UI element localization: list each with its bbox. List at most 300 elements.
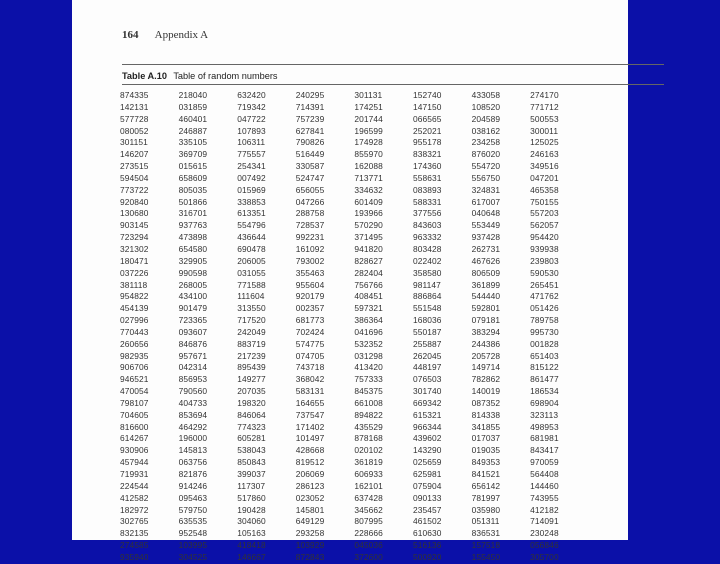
table-cell: 901479 — [178, 303, 208, 314]
table-cell: 658609 — [178, 172, 208, 183]
table-cell: 876020 — [471, 149, 501, 160]
table-row — [120, 528, 590, 540]
table-cell: 661008 — [354, 397, 383, 408]
table-cell: 076503 — [412, 374, 442, 385]
table-cell: 723365 — [178, 315, 208, 326]
table-cell: 080052 — [120, 125, 149, 136]
table-row — [120, 386, 590, 398]
table-cell: 142131 — [120, 101, 149, 112]
table-row — [120, 208, 590, 220]
table-cell: 473898 — [178, 232, 208, 243]
table-cell: 157518 — [471, 540, 501, 551]
table-cell: 558631 — [412, 172, 442, 183]
table-cell: 656055 — [295, 184, 325, 195]
table-cell: 920840 — [120, 196, 149, 207]
table-cell: 757333 — [354, 374, 383, 385]
table-cell: 045036 — [354, 540, 383, 551]
table-cell: 594504 — [120, 172, 149, 183]
table-cell: 408451 — [354, 291, 383, 302]
table-row — [120, 102, 590, 114]
table-cell: 330587 — [295, 161, 325, 172]
table-cell: 654580 — [178, 243, 208, 254]
table-row — [120, 339, 590, 351]
table-cell: 171402 — [295, 421, 325, 432]
table-cell: 448197 — [412, 362, 442, 373]
table-cell: 714091 — [530, 516, 559, 527]
table-cell: 042314 — [178, 362, 208, 373]
table-cell: 149277 — [237, 374, 266, 385]
table-cell: 577728 — [120, 113, 149, 124]
table-cell: 556750 — [471, 172, 501, 183]
table-cell: 649129 — [295, 516, 325, 527]
table-cell: 025659 — [412, 457, 442, 468]
table-cell: 550187 — [412, 326, 442, 337]
table-cell: 617007 — [471, 196, 501, 207]
table-cell: 874335 — [120, 90, 149, 100]
table-cell: 368042 — [295, 374, 325, 385]
table-cell: 757239 — [295, 113, 325, 124]
table-cell: 954420 — [530, 232, 559, 243]
table-cell: 335105 — [178, 137, 208, 148]
table-cell: 613351 — [237, 208, 266, 219]
table-row — [120, 469, 590, 481]
table-cell: 773722 — [120, 184, 149, 195]
table-cell: 500920 — [412, 551, 442, 562]
table-cell: 723294 — [120, 232, 149, 243]
table-cell: 022402 — [412, 255, 442, 266]
table-cell: 856953 — [178, 374, 208, 385]
table-cell: 615321 — [412, 409, 442, 420]
table-cell: 719931 — [120, 469, 149, 479]
table-row — [120, 552, 590, 564]
table-cell: 262045 — [412, 350, 442, 361]
table-row — [120, 374, 590, 386]
table-row — [120, 351, 590, 363]
table-cell: 047266 — [295, 196, 325, 207]
table-cell: 040648 — [471, 208, 501, 219]
table-cell: 439602 — [412, 433, 442, 444]
table-cell: 404733 — [178, 397, 208, 408]
table-cell: 946521 — [120, 374, 149, 385]
table-cell: 386364 — [354, 315, 383, 326]
table-title: Table of random numbers — [173, 71, 278, 81]
table-cell: 941820 — [354, 243, 383, 254]
table-cell: 041696 — [354, 326, 383, 337]
table-cell: 954822 — [120, 291, 149, 302]
table-cell: 516449 — [295, 149, 325, 160]
table-cell: 083893 — [412, 184, 442, 195]
table-cell: 815122 — [530, 362, 559, 373]
table-cell: 240295 — [295, 90, 325, 100]
table-cell: 358580 — [412, 267, 442, 278]
table-cell: 554720 — [471, 161, 501, 172]
table-cell: 301740 — [412, 386, 442, 397]
table-cell: 990598 — [178, 267, 208, 278]
table-cell: 301131 — [354, 90, 383, 100]
table-cell: 015969 — [237, 184, 266, 195]
table-cell: 627841 — [295, 125, 325, 136]
table-cell: 930906 — [120, 445, 149, 456]
table-cell: 590530 — [530, 267, 559, 278]
table-cell: 614267 — [120, 433, 149, 444]
table-cell: 704605 — [120, 409, 149, 420]
table-cell: 570290 — [354, 220, 383, 231]
table-cell: 610630 — [412, 528, 442, 539]
table-cell: 023052 — [295, 492, 325, 503]
table-cell: 180471 — [120, 255, 149, 266]
table-row — [120, 232, 590, 244]
table-cell: 174251 — [354, 101, 383, 112]
table-cell: 428668 — [295, 445, 325, 456]
table-cell: 051426 — [530, 303, 559, 314]
table-cell: 883719 — [237, 338, 266, 349]
table-cell: 341855 — [471, 421, 501, 432]
table-cell: 853694 — [178, 409, 208, 420]
table-cell: 557203 — [530, 208, 559, 219]
table-cell: 433058 — [471, 90, 501, 100]
table-cell: 302765 — [120, 516, 149, 527]
table-cell: 592801 — [471, 303, 501, 314]
table-cell: 031055 — [237, 267, 266, 278]
table-cell: 743718 — [295, 362, 325, 373]
table-cell: 803428 — [412, 243, 442, 254]
table-cell: 498953 — [530, 421, 559, 432]
table-row — [120, 149, 590, 161]
table-cell: 690478 — [237, 243, 266, 254]
table-cell: 966344 — [412, 421, 442, 432]
table-cell: 819512 — [295, 457, 325, 468]
table-cell: 288758 — [295, 208, 325, 219]
table-cell: 798107 — [120, 397, 149, 408]
table-cell: 186534 — [530, 386, 559, 397]
table-cell: 105163 — [237, 528, 266, 539]
table-cell: 583131 — [295, 386, 325, 397]
table-cell: 995730 — [530, 326, 559, 337]
table-cell: 252021 — [412, 125, 442, 136]
table-cell: 246887 — [178, 125, 208, 136]
appendix-page — [72, 0, 628, 562]
table-cell: 321302 — [120, 243, 149, 254]
table-cell: 625981 — [412, 469, 442, 479]
table-cell: 588331 — [412, 196, 442, 207]
table-cell: 781997 — [471, 492, 501, 503]
table-cell: 517860 — [237, 492, 266, 503]
table-cell: 079181 — [471, 315, 501, 326]
table-cell: 737547 — [295, 409, 325, 420]
table-cell: 305700 — [530, 551, 559, 562]
table-cell: 681981 — [530, 433, 559, 444]
table-cell: 632420 — [237, 90, 266, 100]
table-row — [120, 422, 590, 434]
table-cell: 471762 — [530, 291, 559, 302]
table-row — [120, 457, 590, 469]
table-cell: 651403 — [530, 350, 559, 361]
table-cell: 224544 — [120, 480, 149, 491]
table-cell: 816600 — [120, 421, 149, 432]
table-cell: 562057 — [530, 220, 559, 231]
table-row — [120, 433, 590, 445]
table-cell: 774323 — [237, 421, 266, 432]
table-cell: 108520 — [471, 101, 501, 112]
table-cell: 345662 — [354, 504, 383, 515]
table-cell: 606933 — [354, 469, 383, 479]
page-header — [122, 29, 208, 41]
table-cell: 771712 — [530, 101, 559, 112]
table-cell: 254341 — [237, 161, 266, 172]
table-cell: 228666 — [354, 528, 383, 539]
table-cell: 814338 — [471, 409, 501, 420]
table-cell: 074705 — [295, 350, 325, 361]
table-row — [120, 90, 590, 102]
table-cell: 850843 — [237, 457, 266, 468]
table-cell: 101497 — [295, 433, 325, 444]
table-cell: 255887 — [412, 338, 442, 349]
table-cell: 162101 — [354, 480, 383, 491]
table-cell: 637428 — [354, 492, 383, 503]
table-cell: 756766 — [354, 279, 383, 290]
table-cell: 418418 — [237, 540, 266, 551]
table-cell: 970059 — [530, 457, 559, 468]
table-cell: 465358 — [530, 184, 559, 195]
table-cell: 743955 — [530, 492, 559, 503]
table-cell: 435529 — [354, 421, 383, 432]
table-cell: 140019 — [471, 386, 501, 397]
table-cell: 855970 — [354, 149, 383, 160]
table-row — [120, 244, 590, 256]
table-cell: 957671 — [178, 350, 208, 361]
table-cell: 218040 — [178, 90, 208, 100]
table-cell: 152740 — [412, 90, 442, 100]
table-cell: 056846 — [530, 540, 559, 551]
table-row — [120, 540, 590, 552]
table-cell: 182972 — [120, 504, 149, 515]
table-cell: 461502 — [412, 516, 442, 527]
table-cell: 903145 — [120, 220, 149, 231]
table-cell: 836531 — [471, 528, 501, 539]
table-cell: 939938 — [530, 243, 559, 254]
table-cell: 501866 — [178, 196, 208, 207]
section-title: Appendix A — [154, 29, 209, 41]
table-cell: 846064 — [237, 409, 266, 420]
table-cell: 273515 — [120, 161, 149, 172]
table-cell: 355463 — [295, 267, 325, 278]
table-cell: 316701 — [178, 208, 208, 219]
table-row — [120, 445, 590, 457]
page-number: 164 — [122, 29, 139, 41]
table-cell: 361899 — [471, 279, 501, 290]
table-cell: 007492 — [237, 172, 266, 183]
table-cell: 201744 — [354, 113, 383, 124]
table-cell: 828627 — [354, 255, 383, 266]
table-cell: 198320 — [237, 397, 266, 408]
table-cell: 244386 — [471, 338, 501, 349]
table-cell: 349516 — [530, 161, 559, 172]
table-row — [120, 220, 590, 232]
table-cell: 464292 — [178, 421, 208, 432]
table-cell: 920179 — [295, 291, 325, 302]
table-cell: 551548 — [412, 303, 442, 314]
table-cell: 075904 — [412, 480, 442, 491]
table-cell: 268005 — [178, 279, 208, 290]
table-cell: 457944 — [120, 457, 149, 468]
table-cell: 524747 — [295, 172, 325, 183]
table-cell: 174360 — [412, 161, 442, 172]
table-row — [120, 303, 590, 315]
table-cell: 260656 — [120, 338, 149, 349]
table-cell: 239803 — [530, 255, 559, 266]
table-cell: 001828 — [530, 338, 559, 349]
table-cell: 982935 — [120, 350, 149, 361]
table-cell: 383294 — [471, 326, 501, 337]
table-cell: 849353 — [471, 457, 501, 468]
table-cell: 843417 — [530, 445, 559, 456]
table-cell: 117307 — [237, 480, 266, 491]
table-cell: 952548 — [178, 528, 208, 539]
table-row — [120, 185, 590, 197]
table-cell: 103929 — [295, 540, 325, 551]
table-cell: 019035 — [471, 445, 501, 456]
table-cell: 234258 — [471, 137, 501, 148]
table-cell: 143290 — [412, 445, 442, 456]
table-cell: 286123 — [295, 480, 325, 491]
table-cell: 031298 — [354, 350, 383, 361]
table-cell: 329905 — [178, 255, 208, 266]
table-cell: 095463 — [178, 492, 208, 503]
table-cell: 436644 — [237, 232, 266, 243]
table-cell: 149714 — [471, 362, 501, 373]
table-row — [120, 516, 590, 528]
table-cell: 196599 — [354, 125, 383, 136]
table-cell: 635535 — [178, 516, 208, 527]
table-cell: 717520 — [237, 315, 266, 326]
table-cell: 963332 — [412, 232, 442, 243]
table-cell: 174928 — [354, 137, 383, 148]
table-cell: 789758 — [530, 315, 559, 326]
caption-top-rule — [122, 64, 664, 65]
table-cell: 161092 — [295, 243, 325, 254]
table-cell: 155450 — [471, 551, 501, 562]
table-cell: 235457 — [412, 504, 442, 515]
table-cell: 204589 — [471, 113, 501, 124]
table-cell: 106311 — [237, 137, 266, 148]
table-cell: 516136 — [412, 540, 442, 551]
table-cell: 313550 — [237, 303, 266, 314]
table-cell: 713771 — [354, 172, 383, 183]
table-cell: 103995 — [178, 540, 208, 551]
table-cell: 146207 — [120, 149, 149, 160]
table-cell: 205728 — [471, 350, 501, 361]
table-cell: 087352 — [471, 397, 501, 408]
table-row — [120, 493, 590, 505]
table-cell: 554796 — [237, 220, 266, 231]
table-row — [120, 398, 590, 410]
table-cell: 274170 — [530, 90, 559, 100]
table-cell: 047201 — [530, 172, 559, 183]
table-cell: 063756 — [178, 457, 208, 468]
table-cell: 412582 — [120, 492, 149, 503]
table-cell: 193966 — [354, 208, 383, 219]
table-cell: 164655 — [295, 397, 325, 408]
table-cell: 031859 — [178, 101, 208, 112]
table-cell: 361819 — [354, 457, 383, 468]
table-cell: 832135 — [120, 528, 149, 539]
table-cell: 324831 — [471, 184, 501, 195]
table-cell: 895439 — [237, 362, 266, 373]
table-cell: 300011 — [530, 125, 559, 136]
table-cell: 806509 — [471, 267, 501, 278]
table-cell: 434100 — [178, 291, 208, 302]
table-row — [120, 280, 590, 292]
table-cell: 093607 — [178, 326, 208, 337]
table-cell: 544440 — [471, 291, 501, 302]
table-cell: 714391 — [295, 101, 325, 112]
table-row — [120, 362, 590, 374]
table-cell: 728537 — [295, 220, 325, 231]
table-cell: 821876 — [178, 469, 208, 479]
table-cell: 770443 — [120, 326, 149, 337]
table-cell: 111604 — [237, 291, 265, 302]
table-cell: 304525 — [178, 551, 208, 562]
table-cell: 838321 — [412, 149, 442, 160]
table-cell: 538043 — [237, 445, 266, 456]
table-cell: 698904 — [530, 397, 559, 408]
table-cell: 906706 — [120, 362, 149, 373]
table-cell: 500553 — [530, 113, 559, 124]
table-cell: 460401 — [178, 113, 208, 124]
table-cell: 790560 — [178, 386, 208, 397]
table-cell: 807995 — [354, 516, 383, 527]
table-cell: 454139 — [120, 303, 149, 314]
table-cell: 955178 — [412, 137, 442, 148]
table-cell: 274585 — [120, 540, 149, 551]
table-cell: 775557 — [237, 149, 266, 160]
table-cell: 035980 — [471, 504, 501, 515]
table-cell: 846876 — [178, 338, 208, 349]
table-cell: 047722 — [237, 113, 266, 124]
table-row — [120, 327, 590, 339]
table-cell: 843603 — [412, 220, 442, 231]
table-cell: 038162 — [471, 125, 501, 136]
table-cell: 412182 — [530, 504, 559, 515]
table-cell: 955604 — [295, 279, 325, 290]
table-row — [120, 197, 590, 209]
table-cell: 282404 — [354, 267, 383, 278]
table-cell: 145813 — [178, 445, 208, 456]
table-cell: 564408 — [530, 469, 559, 479]
table-label: Table A.10 — [122, 71, 167, 81]
caption-bottom-rule — [122, 84, 664, 85]
table-row — [120, 256, 590, 268]
table-cell: 878168 — [354, 433, 383, 444]
table-cell: 669342 — [412, 397, 442, 408]
table-cell: 015615 — [178, 161, 208, 172]
table-cell: 144460 — [530, 480, 559, 491]
table-row — [120, 505, 590, 517]
table-cell: 381118 — [120, 279, 148, 290]
table-cell: 246163 — [530, 149, 559, 160]
table-cell: 369709 — [178, 149, 208, 160]
table-cell: 196000 — [178, 433, 208, 444]
table-cell: 782862 — [471, 374, 501, 385]
table-cell: 470054 — [120, 386, 149, 397]
table-cell: 002357 — [295, 303, 325, 314]
table-cell: 861477 — [530, 374, 559, 385]
table-row — [120, 114, 590, 126]
table-row — [120, 161, 590, 173]
table-cell: 937763 — [178, 220, 208, 231]
table-cell: 937428 — [471, 232, 501, 243]
table-cell: 301151 — [120, 137, 148, 148]
